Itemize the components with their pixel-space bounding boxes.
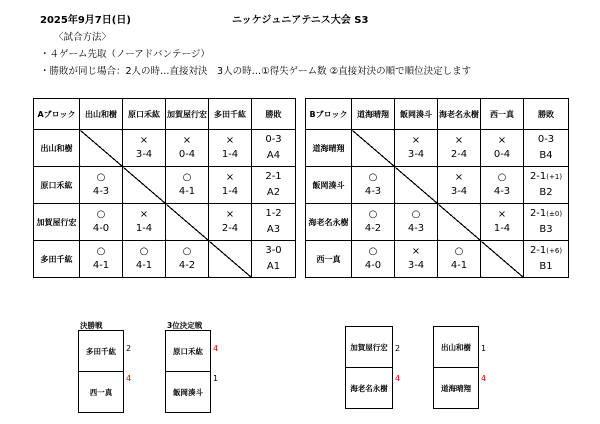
- block-a-row-player: 多田千紘: [34, 241, 80, 278]
- result-mark: ○: [411, 209, 421, 220]
- block-b-col-header: 道海晴翔: [352, 99, 395, 130]
- rank-label: A1: [266, 261, 281, 272]
- result-mark: ×: [411, 246, 421, 257]
- match-score: 3-4: [450, 186, 468, 197]
- placement-5th-bottom-player: 海老名永樹: [346, 367, 392, 408]
- rank-label: A4: [266, 150, 281, 161]
- block-b-col-header: 西一真: [481, 99, 524, 130]
- result-mark: ×: [225, 172, 235, 183]
- win-loss-record: 2-1: [529, 208, 547, 219]
- block-b-match-cell: [395, 204, 438, 241]
- win-loss-record: 0-3: [265, 134, 282, 145]
- placement-bracket-7th: [433, 326, 479, 409]
- block-a-row: [34, 241, 296, 278]
- match-score: 3-4: [407, 260, 425, 271]
- result-mark: ×: [454, 135, 464, 146]
- match-score: 0-4: [178, 149, 196, 160]
- block-b-row-player: 西一真: [306, 241, 352, 278]
- block-b-col-header: 飯岡湊斗: [395, 99, 438, 130]
- block-a-row-player: 原口禾紘: [34, 167, 80, 204]
- block-a-self-cell: [80, 130, 123, 167]
- block-a-row: [34, 167, 296, 204]
- placement-7th-top-score: 1: [481, 344, 487, 353]
- block-a-self-cell: [209, 241, 252, 278]
- result-mark: ○: [96, 209, 106, 220]
- win-loss-record: 2-1: [529, 245, 547, 256]
- result-mark: ×: [182, 135, 192, 146]
- block-b-standing-cell: [524, 241, 569, 278]
- block-a-match-cell: [123, 241, 166, 278]
- result-mark: ×: [225, 135, 235, 146]
- third-place-top-player: 原口禾紘: [173, 346, 203, 356]
- block-a-row-player: 出山和樹: [34, 130, 80, 167]
- event-date: 2025年9月7日(日): [40, 15, 131, 26]
- block-b-self-cell: [352, 130, 395, 167]
- placement-bracket-5th: [345, 326, 393, 409]
- rank-label: B1: [539, 261, 553, 272]
- block-a-standing-cell: [252, 204, 296, 241]
- placement-5th-top-player: 加賀屋行宏: [350, 342, 388, 352]
- block-a-standing-cell: [252, 241, 296, 278]
- block-a-row-player: 加賀屋行宏: [34, 204, 80, 241]
- block-a-standing-header: 勝敗: [252, 99, 296, 130]
- block-b-match-cell: [352, 241, 395, 278]
- block-a-match-cell: [123, 204, 166, 241]
- rank-label: B3: [539, 224, 553, 235]
- rank-label: B2: [539, 187, 553, 198]
- block-a-match-cell: [123, 130, 166, 167]
- block-a-self-cell: [123, 167, 166, 204]
- block-b-col-header: 海老名永樹: [438, 99, 481, 130]
- block-b-standing-header: 勝敗: [524, 99, 569, 130]
- block-b-match-cell: [438, 241, 481, 278]
- block-a-col-header: 出山和樹: [80, 99, 123, 130]
- match-score: 4-3: [92, 186, 110, 197]
- block-b-self-cell: [481, 241, 524, 278]
- match-score: 2-4: [221, 223, 239, 234]
- match-score: 4-1: [450, 260, 468, 271]
- result-mark: ×: [139, 135, 149, 146]
- match-score: 4-2: [364, 223, 382, 234]
- result-mark: ○: [368, 209, 378, 220]
- block-b-match-cell: [395, 241, 438, 278]
- block-b-match-cell: [438, 167, 481, 204]
- block-a-match-cell: [166, 130, 209, 167]
- match-score: 1-4: [221, 149, 239, 160]
- final-bracket: [78, 330, 124, 413]
- third-place-top-score: 4: [213, 344, 219, 353]
- rank-label: A2: [266, 187, 281, 198]
- block-b-match-cell: [481, 204, 524, 241]
- placement-7th-top-player: 出山和樹: [441, 342, 471, 352]
- placement-7th-bottom-score: 4: [481, 374, 487, 383]
- block-a-row: [34, 204, 296, 241]
- final-label: 決勝戦: [80, 321, 103, 330]
- block-b-row: [306, 167, 569, 204]
- block-b-row: [306, 204, 569, 241]
- block-b-row-player: 飯岡湊斗: [306, 167, 352, 204]
- event-title: ニッケジュニアテニス大会 S3: [232, 15, 369, 26]
- block-b-row-player: 道海晴翔: [306, 130, 352, 167]
- block-b-match-cell: [481, 130, 524, 167]
- match-score: 3-4: [407, 149, 425, 160]
- match-score: 4-1: [135, 260, 153, 271]
- match-score: 4-3: [493, 186, 511, 197]
- third-place-label: 3位決定戦: [167, 321, 203, 330]
- block-a-match-cell: [80, 241, 123, 278]
- result-mark: ○: [497, 172, 507, 183]
- result-mark: ×: [497, 135, 507, 146]
- block-b-corner: Bブロック: [306, 99, 352, 130]
- placement-7th-bottom-player: 道海晴翔: [434, 367, 478, 408]
- result-mark: ○: [368, 172, 378, 183]
- block-b-table: [305, 98, 569, 278]
- block-b-match-cell: [352, 204, 395, 241]
- match-score: 1-4: [135, 223, 153, 234]
- block-b-self-cell: [395, 167, 438, 204]
- result-mark: ○: [182, 246, 192, 257]
- result-mark: ×: [454, 172, 464, 183]
- result-mark: ○: [96, 172, 106, 183]
- block-b-standing-cell: [524, 167, 569, 204]
- block-b-match-cell: [438, 130, 481, 167]
- block-a-match-cell: [209, 167, 252, 204]
- rank-label: A3: [266, 224, 281, 235]
- result-mark: ×: [497, 209, 507, 220]
- block-b-row: [306, 130, 569, 167]
- game-difference-note: (+1): [546, 173, 563, 181]
- match-score: 4-0: [364, 260, 382, 271]
- win-loss-record: 1-2: [265, 208, 282, 219]
- block-a-match-cell: [166, 167, 209, 204]
- third-place-bottom-score: 1: [213, 374, 219, 383]
- placement-5th-bottom-score: 4: [395, 374, 401, 383]
- block-a-table: [33, 98, 296, 278]
- game-difference-note: (+6): [546, 247, 563, 255]
- win-loss-record: 2-1: [265, 171, 282, 182]
- result-mark: ○: [182, 172, 192, 183]
- rules-heading: 〈試合方法〉: [54, 32, 112, 43]
- match-score: 4-3: [407, 223, 425, 234]
- block-b-match-cell: [395, 130, 438, 167]
- match-score: 1-4: [221, 186, 239, 197]
- win-loss-record: 2-1: [529, 171, 547, 182]
- win-loss-record: 3-0: [265, 245, 282, 256]
- result-mark: ×: [139, 209, 149, 220]
- game-difference-note: (±0): [546, 210, 563, 218]
- final-top-player: 多田千紘: [86, 346, 116, 356]
- win-loss-record: 0-3: [537, 134, 555, 145]
- match-score: 4-0: [92, 223, 110, 234]
- block-b-match-cell: [481, 167, 524, 204]
- result-mark: ○: [454, 246, 464, 257]
- block-a-col-header: 加賀屋行宏: [166, 99, 209, 130]
- block-a-row: [34, 130, 296, 167]
- block-b-standing-cell: [524, 130, 569, 167]
- result-mark: ×: [225, 209, 235, 220]
- block-a-match-cell: [209, 204, 252, 241]
- rules-line-format: ・４ゲーム先取（ノーアドバンテージ）: [40, 49, 210, 60]
- match-score: 4-1: [178, 186, 196, 197]
- result-mark: ○: [96, 246, 106, 257]
- final-bottom-player: 西一真: [79, 371, 123, 412]
- block-b-standing-cell: [524, 204, 569, 241]
- final-top-score: 2: [126, 344, 132, 353]
- match-score: 4-3: [364, 186, 382, 197]
- block-a-standing-cell: [252, 167, 296, 204]
- placement-5th-top-score: 2: [395, 344, 401, 353]
- final-bottom-score: 4: [126, 374, 132, 383]
- block-a-match-cell: [80, 204, 123, 241]
- result-mark: ○: [139, 246, 149, 257]
- block-a-self-cell: [166, 204, 209, 241]
- match-score: 4-1: [92, 260, 110, 271]
- result-mark: ○: [368, 246, 378, 257]
- match-score: 1-4: [493, 223, 511, 234]
- rules-line-tiebreak: ・勝敗が同じ場合：2人の時…直接対決 3人の時…①得失ゲーム数 ②直接対決の順で順位決定します: [40, 66, 472, 77]
- block-a-col-header: 原口禾紘: [123, 99, 166, 130]
- block-b-self-cell: [438, 204, 481, 241]
- block-a-match-cell: [209, 130, 252, 167]
- block-b-match-cell: [352, 167, 395, 204]
- match-score: 2-4: [450, 149, 468, 160]
- block-a-standing-cell: [252, 130, 296, 167]
- rank-label: B4: [539, 150, 553, 161]
- third-place-bottom-player: 飯岡湊斗: [166, 371, 210, 412]
- block-b-row-player: 海老名永樹: [306, 204, 352, 241]
- block-a-col-header: 多田千紘: [209, 99, 252, 130]
- match-score: 4-2: [178, 260, 196, 271]
- match-score: 3-4: [135, 149, 153, 160]
- block-a-match-cell: [80, 167, 123, 204]
- block-b-row: [306, 241, 569, 278]
- block-a-corner: Aブロック: [34, 99, 80, 130]
- result-mark: ×: [411, 135, 421, 146]
- match-score: 0-4: [493, 149, 511, 160]
- block-a-match-cell: [166, 241, 209, 278]
- third-place-bracket: [165, 330, 211, 413]
